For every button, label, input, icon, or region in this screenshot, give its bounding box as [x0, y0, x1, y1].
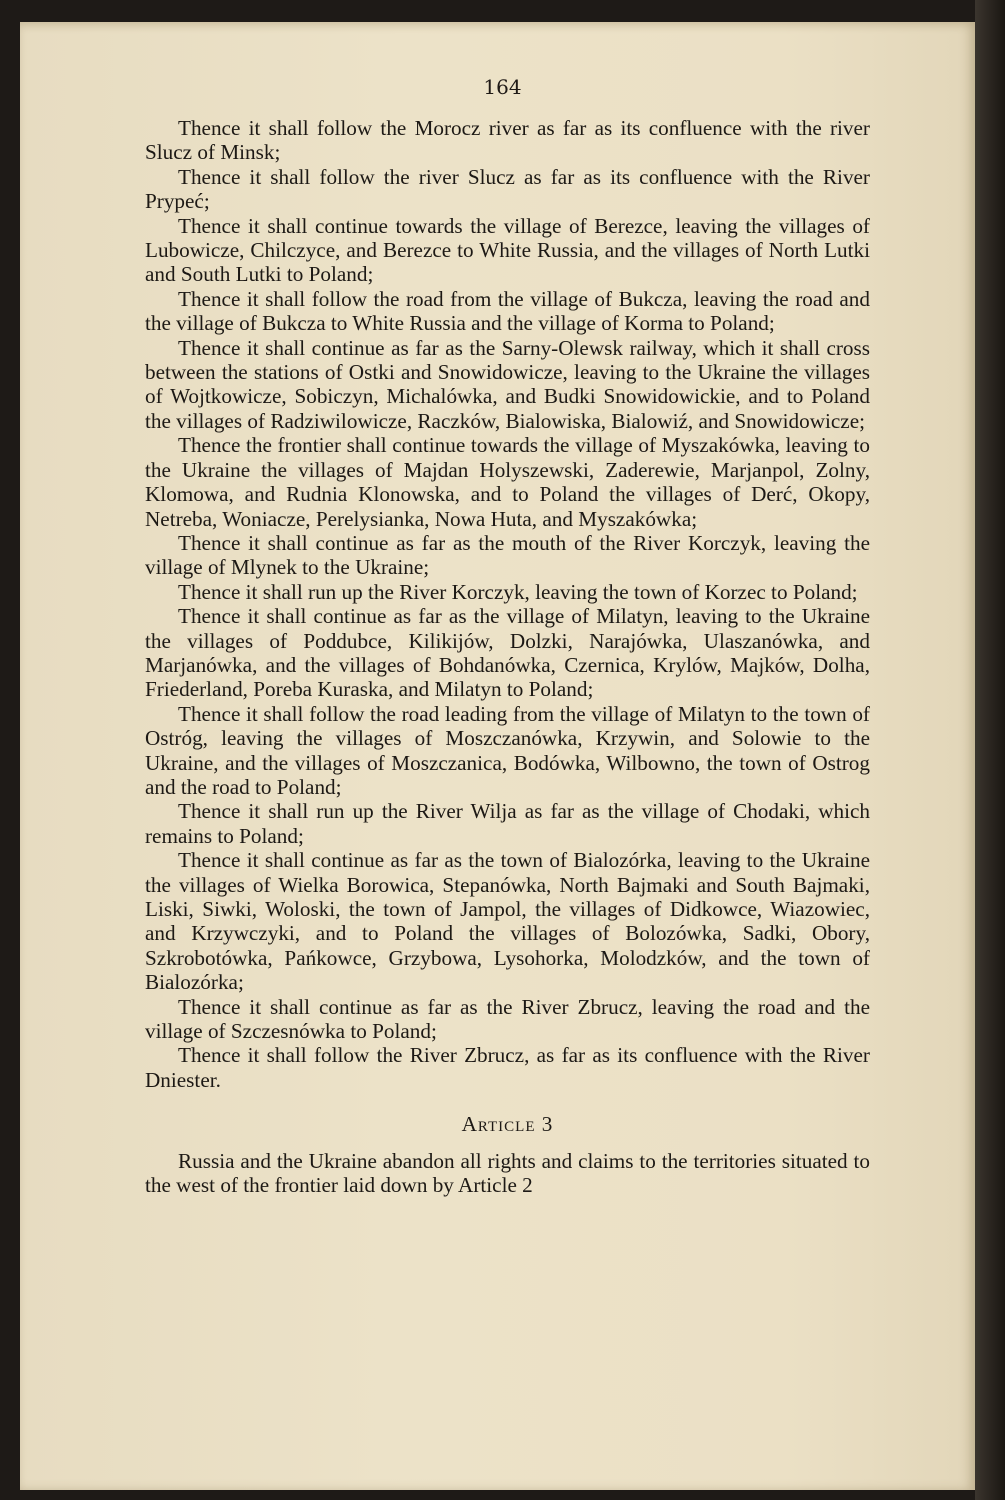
paragraph: Thence it shall follow the River Zbrucz, as far as its confluence with the River Dniester.: [145, 1043, 870, 1092]
paragraph: Thence it shall continue as far as the town of Bialozórka, leaving to the Ukraine the villages of Wielka Borowica, Stepanówka, North Bajmaki and South Bajmaki, Liski, Siwki, Woloski, the town of Jampol, the villages of Didkowce, Wiazowiec, and Krzywczyki, and to Poland the villages of Bolozówka, Sadki, Obory, Szkrobotówka, Pańkowce, Grzybowa, Lysohorka, Molodzków, and the town of Bialozórka;: [145, 848, 870, 995]
paragraph: Thence it shall follow the Morocz river as far as its confluence with the river Slucz of Minsk;: [145, 116, 870, 165]
paragraph: Thence it shall continue as far as the Sarny-Olewsk railway, which it shall cross between the stations of Ostki and Snowidowicze, leaving to the Ukraine the villages of Wojtkowicze, Sobiczyn, Michalówka, and Budki Snowidowickie, and to Poland the villages of Radziwilowicze, Raczków, Bialowiska, Bialowiź, and Snowidowicze;: [145, 335, 870, 433]
paragraph: Thence it shall run up the River Korczyk, leaving the town of Korzec to Poland;: [178, 579, 858, 604]
paragraph: Thence it shall continue as far as the mouth of the River Korczyk, leaving the village of Mlynek to the Ukraine;: [145, 530, 870, 580]
paragraph: Thence it shall continue as far as the village of Milatyn, leaving to the Ukraine the villages of Poddubce, Kilikijów, Dolzki, Narajówka, Ulaszanówka, and Marjanówka, and the villages of Bohdanówka, Czernica, Krylów, Majków, Dolha, Friederland, Poreba Kuraska, and Milatyn to Poland;: [145, 604, 870, 702]
paragraph: Thence the frontier shall continue towards the village of Myszakówka, leaving to the Ukraine the villages of Majdan Holyszewski, Zaderewie, Marjanpol, Zolny, Klomowa, and Rudnia Klonowska, and to Poland the villages of Derć, Okopy, Netreba, Woniacze, Perelysianka, Nowa Huta, and Myszakówka;: [145, 433, 870, 531]
paragraph: Thence it shall follow the river Slucz as far as its confluence with the River Prypeć;: [145, 164, 870, 214]
book-spine: [975, 0, 1005, 1500]
paragraph: Thence it shall continue as far as the River Zbrucz, leaving the road and the village of Szczesnówka to Poland;: [145, 994, 870, 1044]
paragraph: Thence it shall follow the road leading from the village of Milatyn to the town of Ostróg, leaving the villages of Moszczanówka, Krzywin, and Solowie to the Ukraine, and the villages of Moszczanica, Bodówka, Wilbowno, the town of Ostrog and the road to Poland;: [145, 701, 870, 799]
article-heading: Article 3: [461, 1112, 554, 1137]
paragraph: Thence it shall run up the River Wilja as far as the village of Chodaki, which remains to Poland;: [145, 799, 870, 848]
paragraph: Thence it shall continue towards the village of Berezce, leaving the villages of Lubowicze, Chilczyce, and Berezce to White Russia, and the villages of North Lutki and South Lutki to Poland;: [145, 213, 870, 287]
article-paragraph: Russia and the Ukraine abandon all rights and claims to the territories situated to the west of the frontier laid down by Article 2: [145, 1148, 870, 1198]
paragraph: Thence it shall follow the road from the village of Bukcza, leaving the road and the village of Bukcza to White Russia and the village of Korma to Poland;: [145, 286, 870, 336]
document-body: [145, 116, 870, 1197]
page-number: 164: [483, 75, 522, 99]
